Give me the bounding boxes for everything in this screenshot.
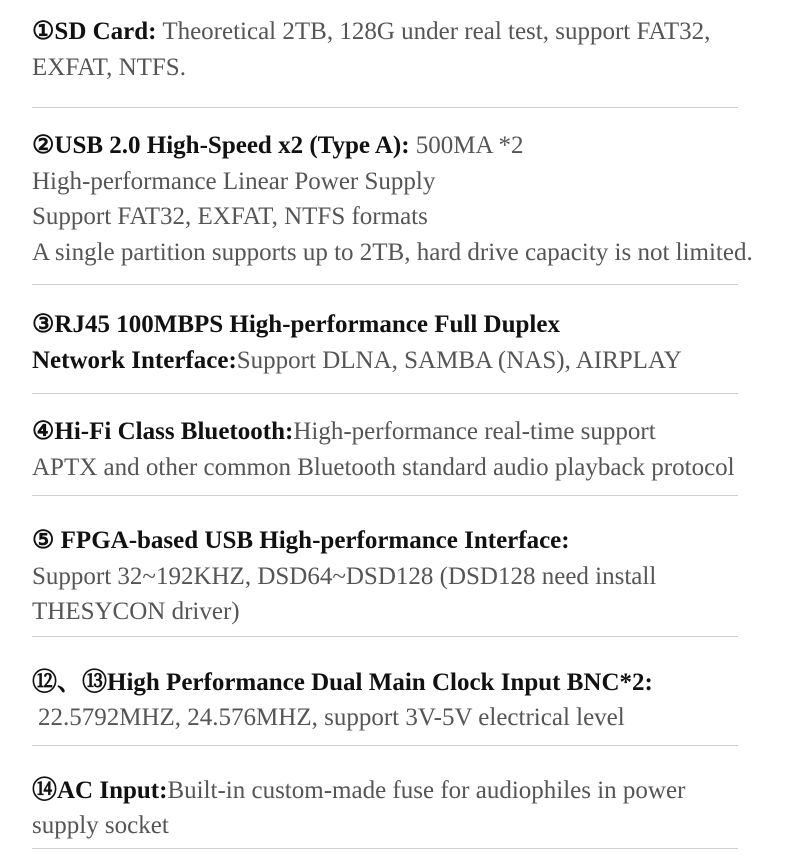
spec-line xyxy=(32,665,738,701)
spec-section-clock-input xyxy=(32,637,738,746)
spec-text: EXFAT, NTFS. xyxy=(32,53,186,81)
spec-line xyxy=(32,773,738,809)
spec-section-sd-card xyxy=(32,12,738,108)
spec-line xyxy=(32,199,738,235)
spec-line xyxy=(32,164,738,200)
spec-title: Network Interface: xyxy=(32,346,237,374)
spec-line xyxy=(32,450,738,486)
spec-line xyxy=(32,594,738,630)
spec-text: Theoretical 2TB, 128G under real test, support FAT32, xyxy=(162,18,711,45)
spec-text: Built-in custom-made fuse for audiophiles in power xyxy=(167,776,686,804)
spec-text: 500MA *2 xyxy=(415,132,524,159)
spec-section-rj45 xyxy=(32,285,738,394)
spec-text: High-performance Linear Power Supply xyxy=(32,167,436,195)
spec-text: Support DLNA, SAMBA (NAS), AIRPLAY xyxy=(236,346,682,374)
spec-section-usb xyxy=(32,108,753,285)
spec-section-bluetooth xyxy=(32,394,738,496)
spec-title: ⑫、⑬High Performance Dual Main Clock Input BNC*2: xyxy=(32,668,653,696)
spec-text: APTX and other common Bluetooth standard audio playback protocol xyxy=(32,453,735,481)
spec-text: High-performance real-time support xyxy=(293,418,656,445)
spec-text: A single partition supports up to 2TB, hard drive capacity is not limited. xyxy=(32,238,753,266)
spec-section-fpga-usb xyxy=(32,496,738,637)
spec-line xyxy=(32,700,738,736)
spec-title: ⑭AC Input: xyxy=(32,776,168,804)
spec-text: supply socket xyxy=(32,812,169,839)
spec-list xyxy=(32,12,788,849)
spec-line xyxy=(32,559,738,595)
spec-text: THESYCON driver) xyxy=(32,598,240,625)
spec-line xyxy=(32,128,738,164)
spec-line xyxy=(32,343,738,379)
spec-title: ①SD Card: xyxy=(32,18,157,45)
spec-line xyxy=(32,235,753,271)
spec-line xyxy=(32,307,738,343)
spec-line xyxy=(32,414,738,450)
spec-title: ⑤ FPGA-based USB High-performance Interface: xyxy=(32,527,570,554)
spec-line xyxy=(32,523,738,559)
spec-text: Support FAT32, EXFAT, NTFS formats xyxy=(32,203,428,230)
spec-title: ②USB 2.0 High-Speed x2 (Type A): xyxy=(32,132,410,159)
spec-line xyxy=(32,808,738,844)
spec-line xyxy=(32,50,738,86)
spec-section-ac-input xyxy=(32,746,738,849)
spec-text: Support 32~192KHZ, DSD64~DSD128 (DSD128 need install xyxy=(32,562,657,590)
spec-title: ④Hi-Fi Class Bluetooth: xyxy=(32,418,294,445)
spec-line xyxy=(32,14,738,50)
spec-title: ③RJ45 100MBPS High-performance Full Duplex xyxy=(32,311,560,338)
spec-text: 22.5792MHZ, 24.576MHZ, support 3V-5V electrical level xyxy=(38,704,625,731)
